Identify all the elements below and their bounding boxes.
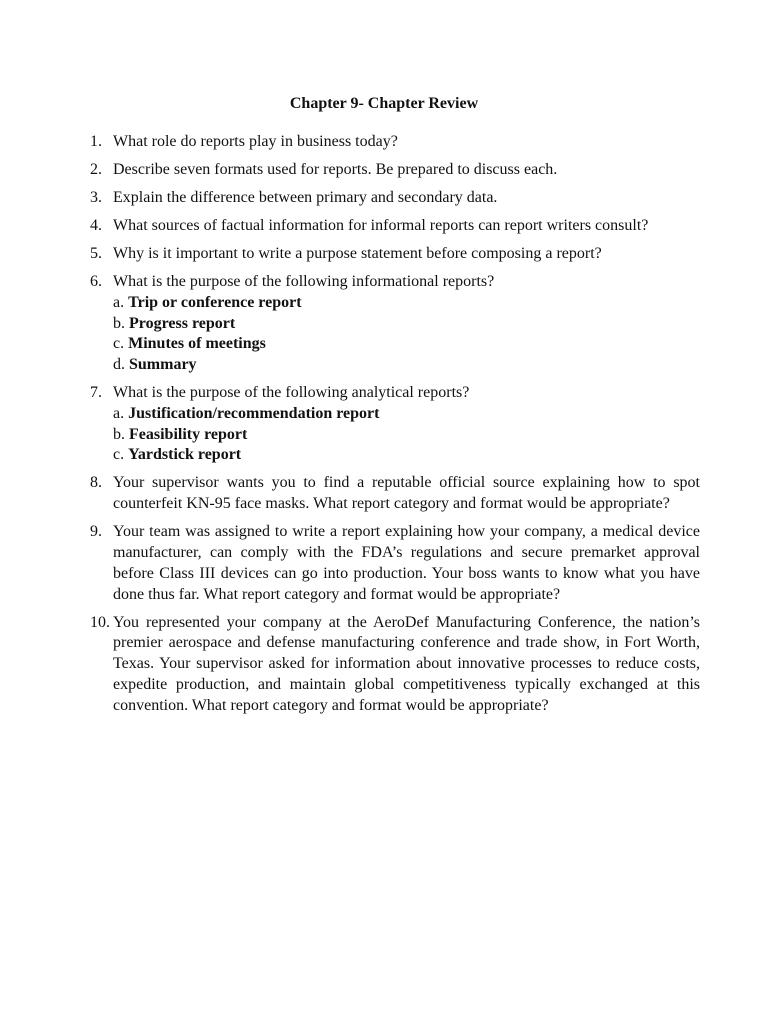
sub-item bbox=[113, 445, 700, 466]
question-text: Your team was assigned to write a report explaining how your company, a medical device manufacturer, can comply with the FDA’s regulations and secure premarket approval before Class III devices can go into production. Your boss wants to know what you have done thus far. What report category and format would be appropriate? bbox=[113, 523, 700, 603]
question-item bbox=[90, 272, 700, 376]
sub-item-label: Trip or conference report bbox=[128, 293, 302, 311]
question-number: 8. bbox=[90, 474, 102, 492]
question-item bbox=[90, 613, 700, 717]
sub-item-label: Progress report bbox=[129, 314, 236, 332]
sub-item-letter: c. bbox=[113, 335, 125, 353]
question-number: 2. bbox=[90, 160, 102, 178]
question-number: 5. bbox=[90, 244, 102, 262]
question-number: 4. bbox=[90, 216, 102, 234]
question-number: 1. bbox=[90, 133, 102, 150]
question-text: You represented your company at the AeroDef Manufacturing Conference, the nation’s premier aerospace and defense manufacturing conference and trade show, in Fort Worth, Texas. Your supervisor asked for information about innovative processes to reduce costs, expedite production, and maintain global competitiveness typically exchanged at this convention. What report category and format would be appropriate? bbox=[113, 613, 700, 714]
question-text: What is the purpose of the following informational reports? bbox=[113, 272, 495, 290]
sub-item-letter: c. bbox=[113, 446, 125, 464]
sub-item-letter: b. bbox=[113, 425, 125, 443]
question-item bbox=[90, 244, 700, 265]
sub-item bbox=[113, 314, 700, 335]
question-item bbox=[90, 522, 700, 605]
question-number: 3. bbox=[90, 188, 102, 206]
sub-item-letter: b. bbox=[113, 314, 125, 332]
sub-item-letter: a. bbox=[113, 293, 125, 311]
question-item bbox=[90, 188, 700, 209]
sub-item bbox=[113, 425, 700, 446]
sub-item bbox=[113, 404, 700, 425]
sub-item bbox=[113, 293, 700, 314]
question-number: 10. bbox=[90, 613, 110, 631]
question-item bbox=[90, 132, 700, 153]
question-list bbox=[90, 132, 700, 724]
sub-item-label: Minutes of meetings bbox=[128, 335, 266, 353]
question-text: Why is it important to write a purpose statement before composing a report? bbox=[113, 244, 602, 262]
question-text: What sources of factual information for informal reports can report writers consult? bbox=[113, 216, 649, 234]
sub-item-label: Summary bbox=[129, 356, 197, 374]
question-item bbox=[90, 216, 700, 237]
question-item bbox=[90, 383, 700, 466]
question-item bbox=[90, 160, 700, 181]
question-text: What is the purpose of the following analytical reports? bbox=[113, 384, 470, 402]
sub-item-label: Justification/recommendation report bbox=[128, 404, 380, 422]
sub-item bbox=[113, 355, 700, 376]
question-number: 9. bbox=[90, 523, 102, 541]
sub-item-label: Feasibility report bbox=[129, 425, 248, 443]
question-number: 6. bbox=[90, 272, 102, 290]
question-item bbox=[90, 473, 700, 515]
sub-item-label: Yardstick report bbox=[128, 446, 242, 464]
question-text: Describe seven formats used for reports. Be prepared to discuss each. bbox=[113, 160, 558, 178]
sub-item bbox=[113, 334, 700, 355]
question-text: What role do reports play in business today? bbox=[113, 133, 398, 150]
question-number: 7. bbox=[90, 384, 102, 402]
question-text: Explain the difference between primary and secondary data. bbox=[113, 188, 498, 206]
question-text: Your supervisor wants you to find a reputable official source explaining how to spot counterfeit KN-95 face masks. What report category and format would be appropriate? bbox=[113, 474, 700, 513]
sub-item-letter: d. bbox=[113, 356, 125, 374]
page-title: Chapter 9- Chapter Review bbox=[289, 95, 479, 112]
sub-item-letter: a. bbox=[113, 404, 125, 422]
